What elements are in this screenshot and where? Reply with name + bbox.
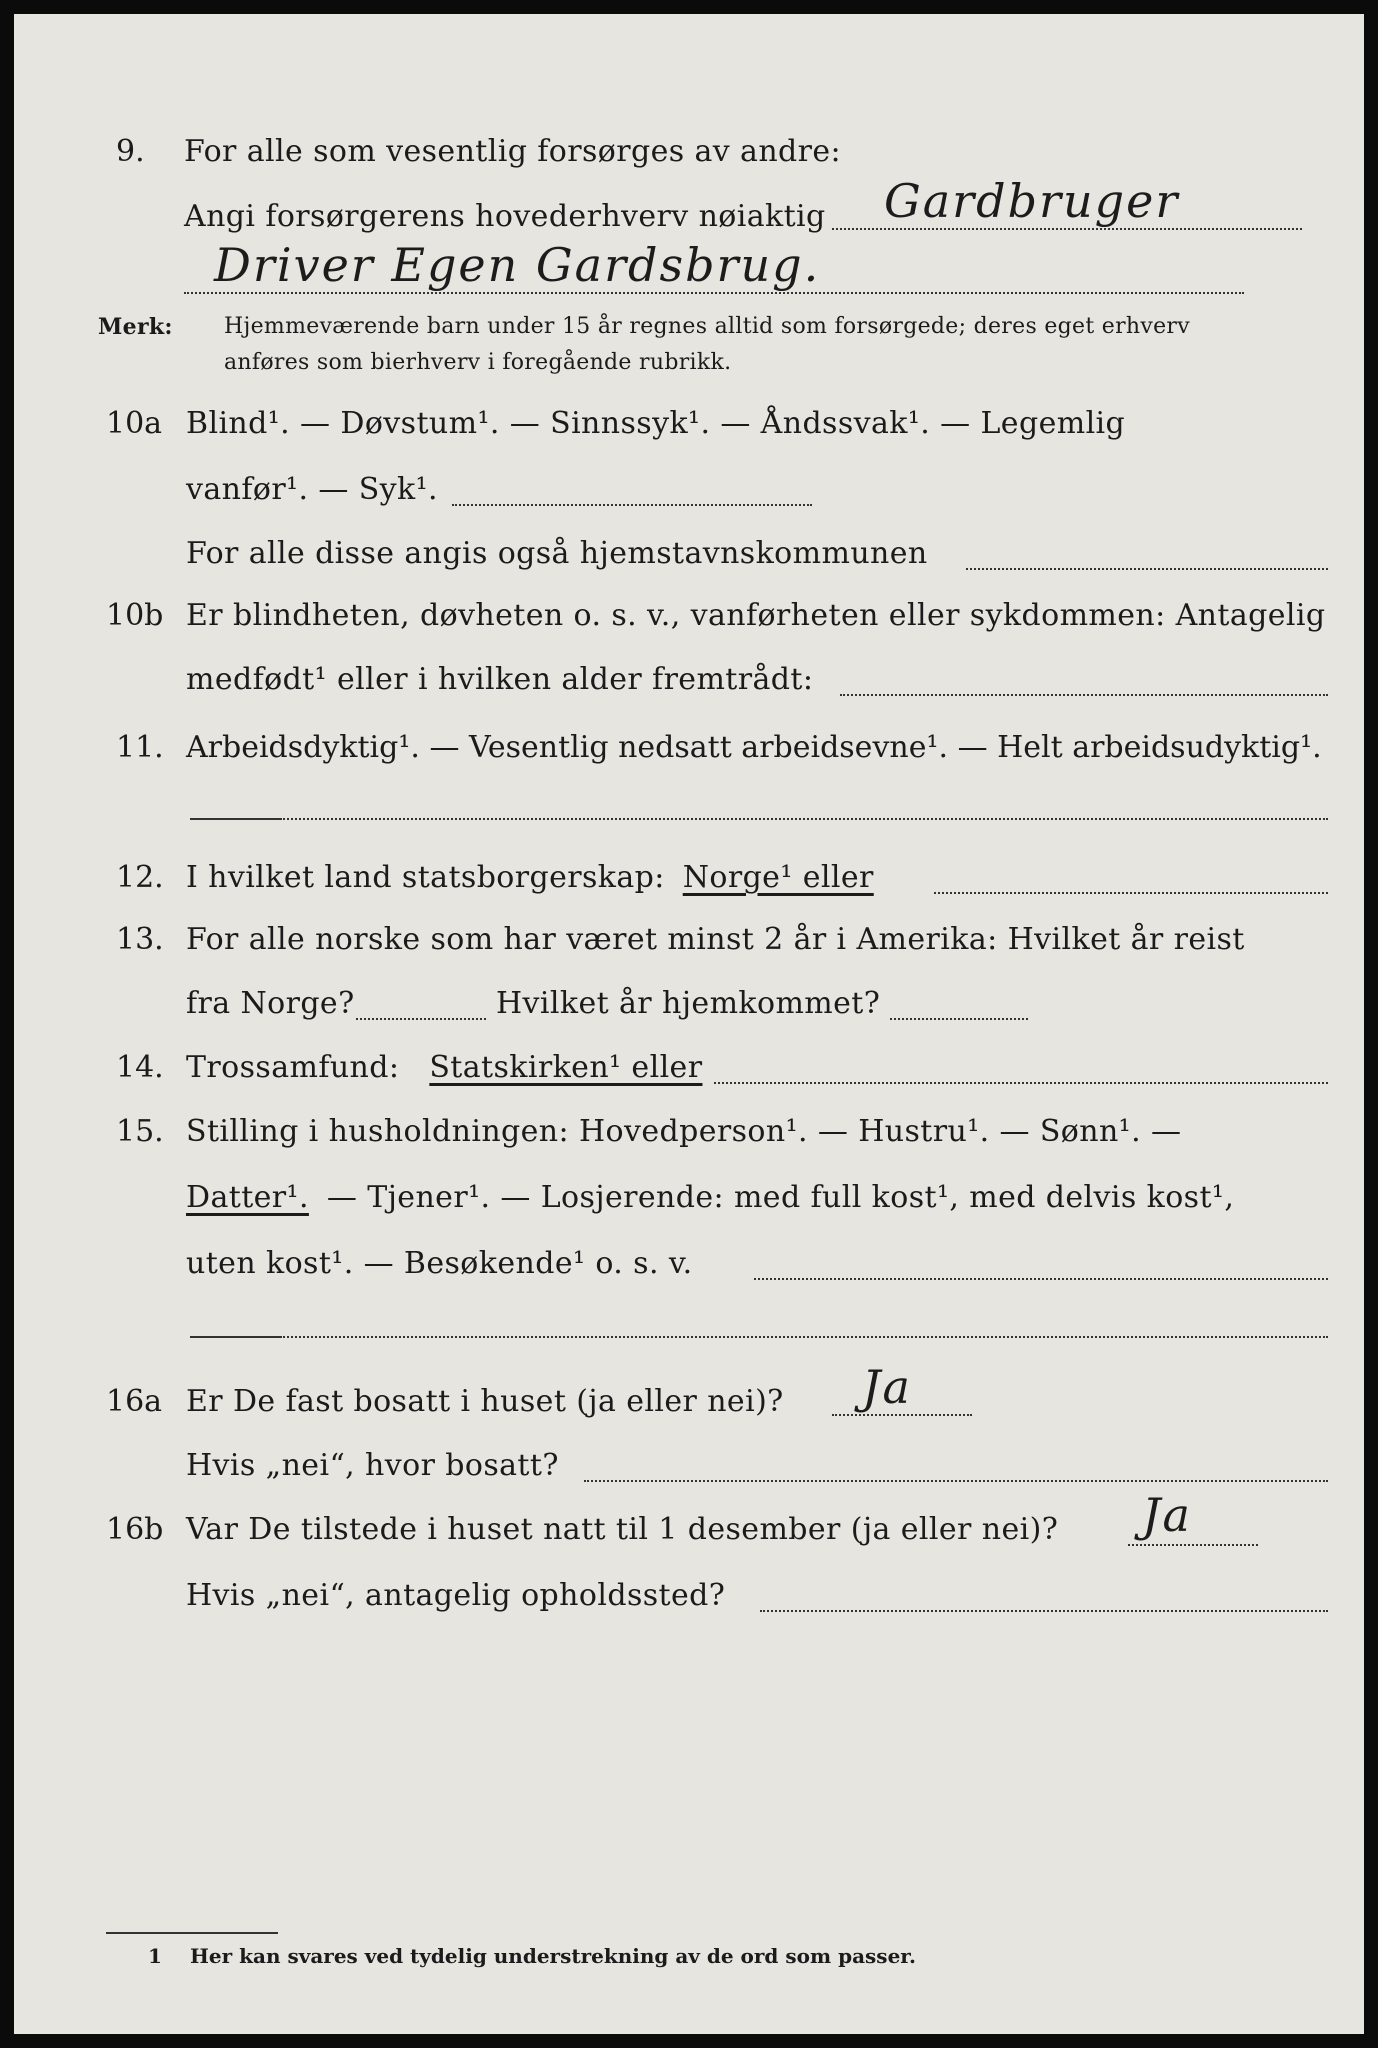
q16a-line2: Hvis „nei“, hvor bosatt?	[186, 1448, 559, 1483]
q12-line	[186, 860, 874, 895]
q11-line1: Arbeidsdyktig¹. — Vesentlig nedsatt arbeidsevne¹. — Helt arbeidsudyktig¹.	[186, 730, 1322, 765]
q15-number: 15.	[116, 1114, 164, 1149]
q16a-number: 16a	[106, 1384, 163, 1419]
q10a-number: 10a	[106, 406, 163, 441]
q10a-line1: Blind¹. — Døvstum¹. — Sinnssyk¹. — Åndssvak¹. — Legemlig	[186, 406, 1126, 441]
q16a-line1: Er De fast bosatt i huset (ja eller nei)?	[186, 1384, 784, 1419]
q12-number: 12.	[116, 860, 164, 895]
q16b-handwritten-answer: Ja	[1142, 1488, 1192, 1542]
q12-prefix: I hvilket land statsborgerskap:	[186, 860, 665, 895]
q9-handwritten-answer1: Gardbruger	[884, 174, 1180, 228]
q14-underlined-statskirken: Statskirken¹ eller	[429, 1050, 703, 1085]
q10b-number: 10b	[106, 598, 164, 633]
q16b-line1: Var De tilstede i huset natt til 1 desember (ja eller nei)?	[186, 1512, 1059, 1547]
q10a-hjemstavn-line	[966, 568, 1328, 570]
q16a-handwritten-answer: Ja	[862, 1360, 912, 1414]
q12-underlined-norge: Norge¹ eller	[682, 860, 874, 895]
q15-line1: Stilling i husholdningen: Hovedperson¹. — Hustru¹. — Sønn¹. —	[186, 1114, 1182, 1149]
q16b-opholdssted-line	[760, 1610, 1328, 1612]
q10a-line2: vanfør¹. — Syk¹.	[186, 472, 438, 507]
q16a-answer-line	[832, 1414, 972, 1416]
q9-handwritten-answer2: Driver Egen Gardsbrug.	[214, 238, 821, 292]
footnote-mark: 1	[148, 1944, 162, 1968]
footnote-text: Her kan svares ved tydelig understrekning av de ord som passer.	[190, 1944, 916, 1968]
merk-line2: anføres som bierhverv i foregående rubrikk.	[224, 350, 732, 375]
footnote-rule	[106, 1932, 278, 1934]
q13-reist-line	[356, 1018, 486, 1020]
q13-line2b: Hvilket år hjemkommet?	[496, 986, 881, 1021]
q15-underlined-datter: Datter¹.	[186, 1180, 309, 1215]
q16b-line2: Hvis „nei“, antagelig opholdssted?	[186, 1578, 726, 1613]
q13-number: 13.	[116, 922, 164, 957]
q16a-bosatt-line	[584, 1480, 1328, 1482]
q10b-line2: medfødt¹ eller i hvilken alder fremtrådt:	[186, 662, 814, 697]
q15-extra-line	[280, 1336, 1328, 1338]
q15-line2	[186, 1180, 1234, 1215]
q16b-number: 16b	[106, 1512, 164, 1547]
merk-line1: Hjemmeværende barn under 15 år regnes alltid som forsørgede; deres eget erhverv	[224, 314, 1190, 339]
q11-number: 11.	[116, 730, 164, 765]
q13-hjemkommet-line	[890, 1018, 1028, 1020]
q9-answer-line1	[832, 228, 1302, 230]
merk-label: Merk:	[98, 314, 173, 340]
q10b-line1: Er blindheten, døvheten o. s. v., vanførheten eller sykdommen: Antagelig	[186, 598, 1326, 633]
q15-line2b: — Tjener¹. — Losjerende: med full kost¹, med delvis kost¹,	[326, 1180, 1235, 1215]
q10a-line3: For alle disse angis også hjemstavnskommunen	[186, 536, 928, 571]
q9-line2: Angi forsørgerens hovederhverv nøiaktig	[184, 199, 826, 234]
q12-answer-line	[934, 892, 1328, 894]
q14-line	[186, 1050, 702, 1085]
q14-number: 14.	[116, 1050, 164, 1085]
q11-answer-line	[280, 818, 1328, 820]
q10a-syk-line	[452, 504, 812, 506]
q14-answer-line	[714, 1082, 1328, 1084]
q11-underline-short	[190, 818, 280, 820]
q16b-answer-line	[1128, 1544, 1258, 1546]
census-form-page	[14, 14, 1364, 2034]
q15-line3: uten kost¹. — Besøkende¹ o. s. v.	[186, 1246, 693, 1281]
q13-line1: For alle norske som har været minst 2 år i Amerika: Hvilket år reist	[186, 922, 1245, 957]
q10b-alder-line	[840, 694, 1328, 696]
q9-answer-line2	[184, 292, 1244, 294]
q9-line1: For alle som vesentlig forsørges av andre:	[184, 134, 842, 169]
q15-answer-line	[754, 1278, 1328, 1280]
q13-line2a: fra Norge?	[186, 986, 355, 1021]
q14-prefix: Trossamfund:	[186, 1050, 400, 1085]
q9-number: 9.	[116, 134, 145, 169]
q15-underline-short	[190, 1336, 280, 1338]
